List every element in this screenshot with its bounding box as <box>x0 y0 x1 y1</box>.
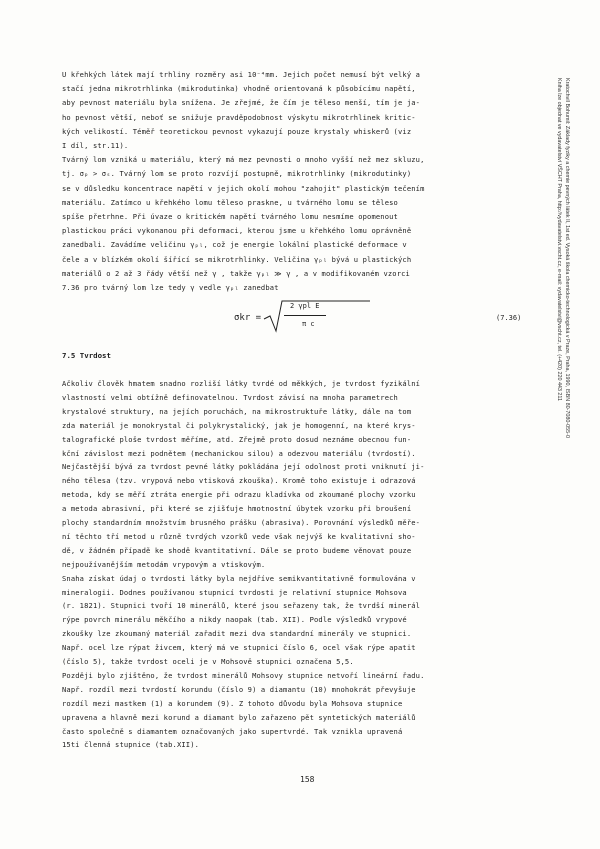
text-line: kční závislost mezi podnětem (mechanickou silou) a odezvou materiálu (tvrdostí). <box>62 448 416 458</box>
formula-lhs: σkr = <box>234 313 262 323</box>
formula-numerator: 2 γpl E <box>290 302 320 310</box>
text-line: krystalové struktury, na jejích poruchách, na mikrostruktuře látky, dále na tom <box>62 406 412 416</box>
text-line: talografické ploše tvrdost měříme, atd. Zřejmě proto dosud neznáme obecnou fun- <box>62 434 412 444</box>
text-line: Nejčastější bývá za tvrdost pevné látky pokládána její odolnost proti vniknutí ji- <box>62 462 425 472</box>
text-line: plastickou práci vykonanou při deformaci, kterou jsme u křehkého lomu oprávněně <box>62 226 412 236</box>
text-line: metoda, kdy se měří ztráta energie při odrazu kladívka od zkoumané plochy vzorku <box>62 490 416 500</box>
text-line: Např. rozdíl mezi tvrdostí korundu (číslo 9) a diamantu (10) mnohokrát převyšuje <box>62 684 416 694</box>
margin-citation-line-1: Kratochvíl Bohumil: Základy fyziky a chemie pevných látek II, 1st ed. Vysoká škola chemicko-technologická v Praze, Praha, 1990, ISBN 80-7080-055-0 <box>564 78 570 438</box>
text-line: Později bylo zjištěno, že tvrdost minerálů Mohsovy stupnice netvoří lineární řadu. <box>62 670 425 680</box>
text-line: U křehkých látek mají trhliny rozměry asi 10⁻⁴mm. Jejich počet nemusí být velký a <box>62 70 421 79</box>
text-line: a metoda abrasivní, při které se zjišťuje hmotnostní úbytek vzorku při broušení <box>62 504 412 514</box>
text-line: Ačkoliv člověk hmatem snadno rozliší látky tvrdé od měkkých, je tvrdost fyzikální <box>62 379 421 388</box>
text-line: rýpe povrch minerálu měkčího a nikdy naopak (tab. XII). Podle výsledků vrypové <box>62 615 407 625</box>
text-line: (r. 1821). Stupnici tvoří 10 minerálů, které jsou seřazeny tak, že tvrdší minerál <box>62 601 421 611</box>
text-line: zkoušky lze zkoumaný materiál zařadit mezi dva standardní minerály ve stupnici. <box>62 629 412 639</box>
text-line: tj. σₚ > σₛ. Tvárný lom se proto rozvíjí postupně, mikrotrhlinky (mikrodutinky) <box>62 169 412 179</box>
section-heading: 7.5 Tvrdost <box>62 351 111 360</box>
margin-citation-line-2: Kniha lze objednat ve vydavatelství VŠCHT Praha, http://vydavatelstvi.vscht.cz, e-mail: vydavatelstvi@vscht.cz, tel. (+420) 220 443 211 <box>556 78 562 402</box>
text-line: vlastností velmi obtížně definovatelnou. Tvrdost závisí na mnoha parametrech <box>62 392 398 402</box>
text-line: stačí jedna mikrotrhlinka (mikrodutinka) vhodně orientovaná k působícímu napětí, <box>62 84 416 94</box>
text-line: 7.36 pro tvárný lom lze tedy γ vedle γₚₗ zanedbat <box>62 283 279 292</box>
page-number: 158 <box>300 775 315 784</box>
text-line: Snaha získat údaj o tvrdosti látky byla nejdříve semikvantitativně formulována v <box>62 573 416 583</box>
text-line: upravena a hlavně mezi korund a diamant bylo zařazeno pět syntetických materiálů <box>62 712 416 722</box>
text-line: ného tělesa (tzv. vrypová nebo vtisková zkouška). Kromě toho existuje i odrazová <box>62 476 416 486</box>
text-line: dě, v žádném případě ke shodě kvantitativní. Dále se proto budeme věnovat pouze <box>62 545 412 555</box>
text-line: rozdíl mezi mastkem (1) a korundem (9). Z tohoto důvodu byla Mohsova stupnice <box>62 698 403 708</box>
text-line: Např. ocel lze rýpat živcem, který má ve stupnici číslo 6, ocel však rýpe apatit <box>62 643 416 653</box>
text-line: zda materiál je monokrystal či polykrystalický, jak je homogenní, na které krys- <box>62 420 416 430</box>
text-line: ho pevnost větší, neboť se snižuje pravděpodobnost výskytu mikrotrhlinek kritic- <box>62 112 416 122</box>
text-line: ní těchto tří metod u různě tvrdých vzorků vede však nejvýš ke kvalitativní sho- <box>62 531 416 541</box>
text-line: 15ti členná stupnice (tab.XII). <box>62 740 200 750</box>
fraction-bar <box>284 315 326 316</box>
formula-number: (7.36) <box>496 314 522 322</box>
text-line: mineralogii. Dodnes používanou stupnicí tvrdosti je relativní stupnice Mohsova <box>62 587 407 597</box>
text-line: čele a v blízkém okolí šířící se mikrotrhlinky. Veličina γₚₗ bývá u plastických <box>62 254 412 264</box>
text-line: Tvárný lom vzniká u materiálu, který má mez pevnosti o mnoho vyšší než mez skluzu, <box>62 155 425 165</box>
text-line: materiálu. Zatímco u křehkého lomu těleso praskne, u tvárného lomu se těleso <box>62 197 398 207</box>
text-line: kých velikostí. Téměř teoretickou pevnost vykazují pouze krystaly whiskerů (viz <box>62 126 412 136</box>
text-line: aby pevnost materiálu byla snížena. Je zřejmé, že čím je těleso menší, tím je ja- <box>62 98 421 108</box>
formula-denominator: π c <box>302 320 315 328</box>
text-line: I díl, str.11). <box>62 141 129 150</box>
text-line: se v důsledku koncentrace napětí v jejich okolí mohou "zahojit" plastickým tečením <box>62 183 425 193</box>
text-line: spíše přetrhne. Při úvaze o kritickém napětí tvárného lomu nesmíme opomenout <box>62 212 398 221</box>
text-line: materiálů o 2 až 3 řády větší než γ , takže γₚₗ ≫ γ , a v modifikovaném vzorci <box>62 268 410 278</box>
text-line: (číslo 5), takže tvrdost oceli je v Mohsově stupnici označena 5,5. <box>62 657 354 666</box>
text-line: nejpoužívanějším metodám vrypovým a vtiskovým. <box>62 559 266 569</box>
text-line: plochy standardním množstvím brusného prášku (abrasiva). Porovnání výsledků měře- <box>62 518 421 527</box>
text-line: často společně s diamantem označovaných jako supertvrdé. Tak vznikla upravená <box>62 726 403 736</box>
text-line: zanedbali. Zavádíme veličinu γₚₗ, což je energie lokální plastické deformace v <box>62 240 407 250</box>
